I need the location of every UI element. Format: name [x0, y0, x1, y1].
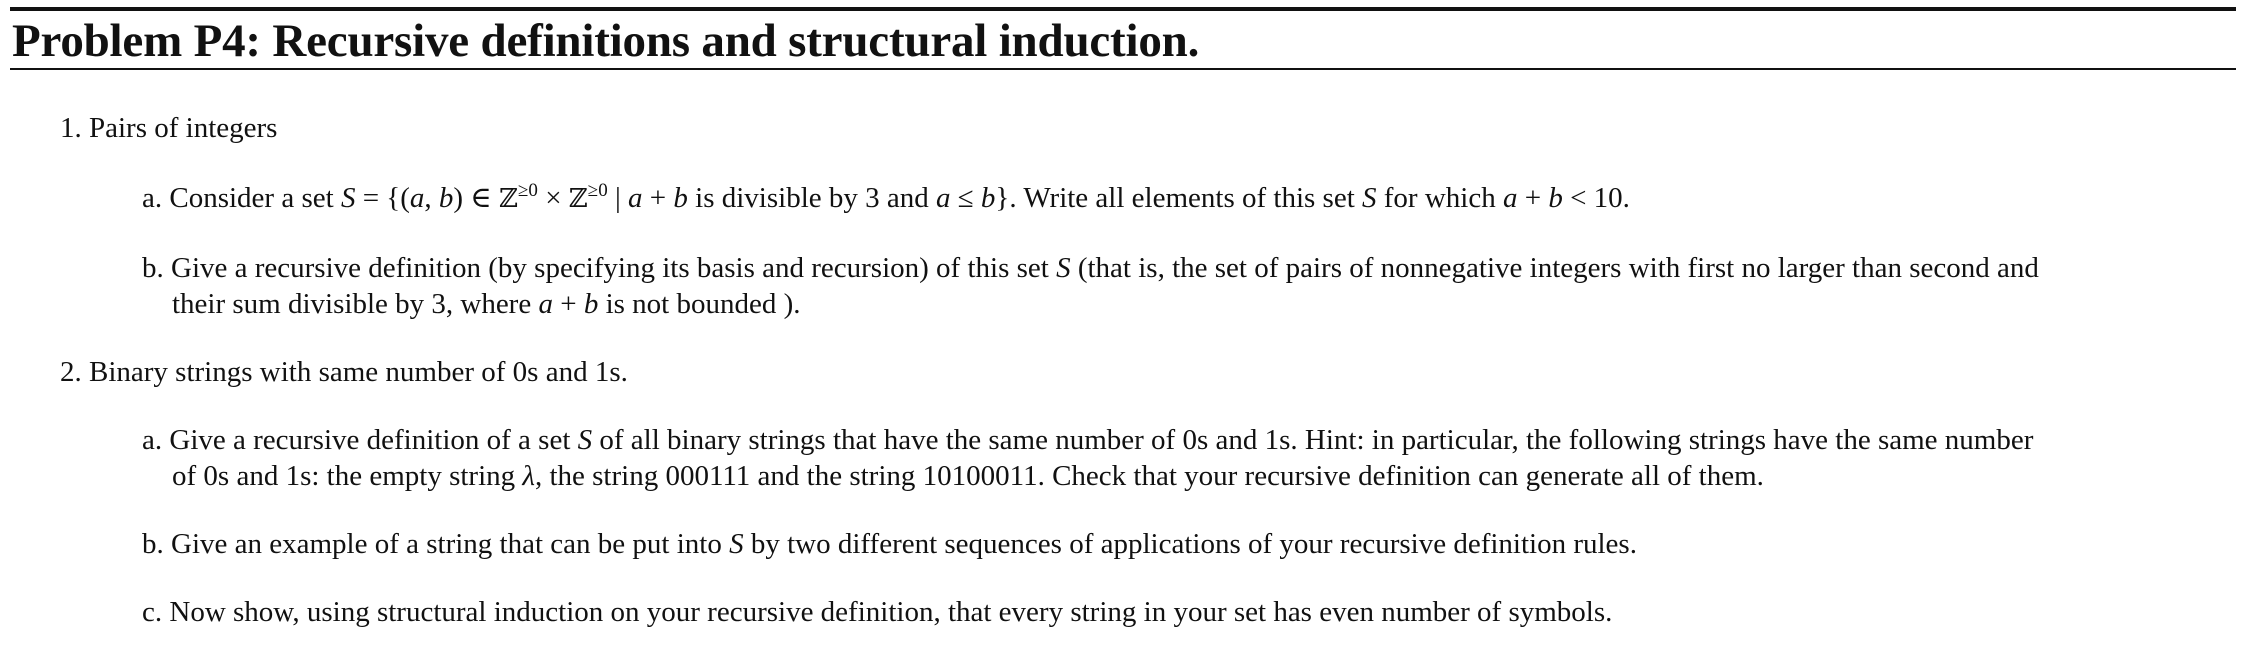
- inequality: a + b < 10.: [1502, 182, 1630, 214]
- item-2b: b. Give an example of a string that can be put into S by two different sequences of applications of your recursive definition rules.: [142, 528, 1637, 560]
- item-2a-line2: of 0s and 1s: the empty string λ, the string 000111 and the string 10100011. Check that your recursive definition can generate all of them.: [172, 460, 1764, 492]
- section-1-marker: 1.: [60, 112, 82, 144]
- item-2c: c. Now show, using structural induction on your recursive definition, that every string in your set has even number of symbols.: [142, 596, 1613, 628]
- item-1b-marker: b.: [142, 252, 164, 284]
- item-1a-marker: a.: [142, 182, 163, 214]
- item-1a-intro: Consider a set: [169, 182, 334, 214]
- section-2-heading-text: Binary strings with same number of 0s and 1s.: [89, 356, 628, 388]
- problem-title: Problem P4: Recursive definitions and structural induction.: [12, 15, 1200, 67]
- section-2-heading: [60, 354, 628, 390]
- item-2c-marker: c.: [142, 596, 163, 628]
- item-1a: a. Consider a set S = {(a, b) ∈ ℤ$^{\ge 0}$ × ℤ$^{\ge 0}$ | a + b is divisible by 3 and a ≤ b}. Write all elements of this set S for which a + b < 10.: [142, 180, 1630, 214]
- item-1b-line2: their sum divisible by 3, where a + b is not bounded ).: [172, 288, 801, 320]
- item-2a: a. Give a recursive definition of a set S of all binary strings that have the same number of 0s and 1s. Hint: in particular, the following strings have the same number: [142, 424, 2034, 456]
- section-1-heading-text: Pairs of integers: [89, 112, 278, 144]
- item-2b-marker: b.: [142, 528, 164, 560]
- title-underline: [10, 68, 2236, 70]
- top-rule: [10, 7, 2236, 11]
- item-2a-marker: a.: [142, 424, 163, 456]
- section-2-marker: 2.: [60, 356, 82, 388]
- set-definition: S = {(a, b) ∈ ℤ$^{\ge 0}$ × ℤ$^{\ge 0}$ | a + b is divisible by 3 and a ≤ b}.: [340, 180, 1017, 214]
- section-1-heading: [60, 110, 277, 146]
- item-1a-task: Write all elements of this set: [1023, 182, 1355, 214]
- item-1b: b. Give a recursive definition (by specifying its basis and recursion) of this set S (that is, the set of pairs of nonnegative integers with first no larger than second and: [142, 252, 2039, 284]
